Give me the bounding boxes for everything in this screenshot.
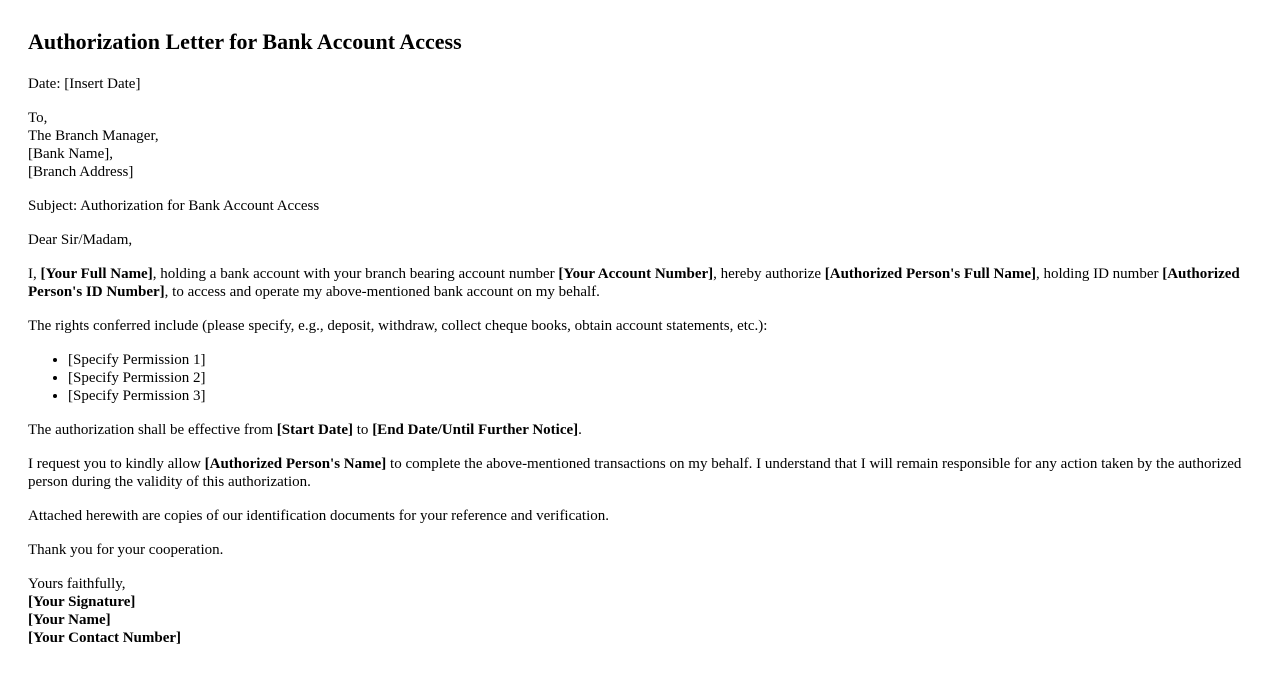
- subject-line: Subject: Authorization for Bank Account Access: [28, 198, 320, 214]
- recipient-manager: The Branch Manager,: [28, 128, 159, 144]
- list-item: • [Specify Permission 1]: [68, 351, 1250, 369]
- list-item: • [Specify Permission 2]: [68, 369, 1250, 387]
- attached-paragraph: Attached herewith are copies of our identification documents for your reference and verification.: [28, 508, 610, 524]
- para1-text-4: , holding ID number: [1036, 266, 1163, 282]
- letter-page: [0, 29, 1278, 647]
- thanks-paragraph: Thank you for your cooperation.: [28, 542, 224, 558]
- rights-intro: The rights conferred include (please specify, e.g., deposit, withdraw, collect cheque books, obtain account statements, etc.):: [28, 318, 768, 334]
- signature-placeholder: [Your Signature]: [28, 594, 136, 610]
- recipient-address: [Branch Address]: [28, 164, 134, 180]
- request-paragraph: [28, 455, 1250, 491]
- authorization-paragraph: [28, 265, 1250, 301]
- recipient-block: [28, 109, 1250, 181]
- your-full-name-placeholder: [Your Full Name]: [40, 266, 153, 282]
- request-text-1: I request you to kindly allow: [28, 456, 205, 472]
- start-date-placeholder: [Start Date]: [276, 422, 354, 438]
- effective-paragraph: [28, 421, 1250, 439]
- salutation: Dear Sir/Madam,: [28, 232, 133, 248]
- authorized-full-name-placeholder: [Authorized Person's Full Name]: [824, 266, 1036, 282]
- recipient-bank: [Bank Name],: [28, 146, 113, 162]
- recipient-to: To,: [28, 110, 48, 126]
- name-placeholder: [Your Name]: [28, 612, 111, 628]
- authorized-name-placeholder: [Authorized Person's Name]: [204, 456, 387, 472]
- date-line: Date: [Insert Date]: [28, 76, 141, 92]
- para1-text-1: I,: [28, 266, 41, 282]
- authorized-id-placeholder: [Authorized Person's ID Number]: [28, 266, 1240, 300]
- closing-block: [28, 575, 1250, 647]
- effective-text-1: The authorization shall be effective from: [28, 422, 277, 438]
- request-text-2: to complete the above-mentioned transactions on my behalf. I understand that I will remain responsible for any action taken by the authorized person during the validity of this authorization.: [28, 456, 1242, 490]
- permissions-list: [28, 351, 1250, 405]
- effective-text-2: to: [353, 422, 373, 438]
- end-date-placeholder: [End Date/Until Further Notice]: [372, 422, 579, 438]
- account-number-placeholder: [Your Account Number]: [558, 266, 714, 282]
- contact-number-placeholder: [Your Contact Number]: [28, 630, 182, 646]
- letter-title: Authorization Letter for Bank Account Access: [28, 29, 462, 54]
- para1-text-3: , hereby authorize: [713, 266, 825, 282]
- para1-text-2: , holding a bank account with your branch bearing account number: [152, 266, 559, 282]
- para1-text-5: , to access and operate my above-mentioned bank account on my behalf.: [164, 284, 600, 300]
- valediction: Yours faithfully,: [28, 576, 126, 592]
- list-item: • [Specify Permission 3]: [68, 387, 1250, 405]
- effective-text-3: .: [578, 422, 582, 438]
